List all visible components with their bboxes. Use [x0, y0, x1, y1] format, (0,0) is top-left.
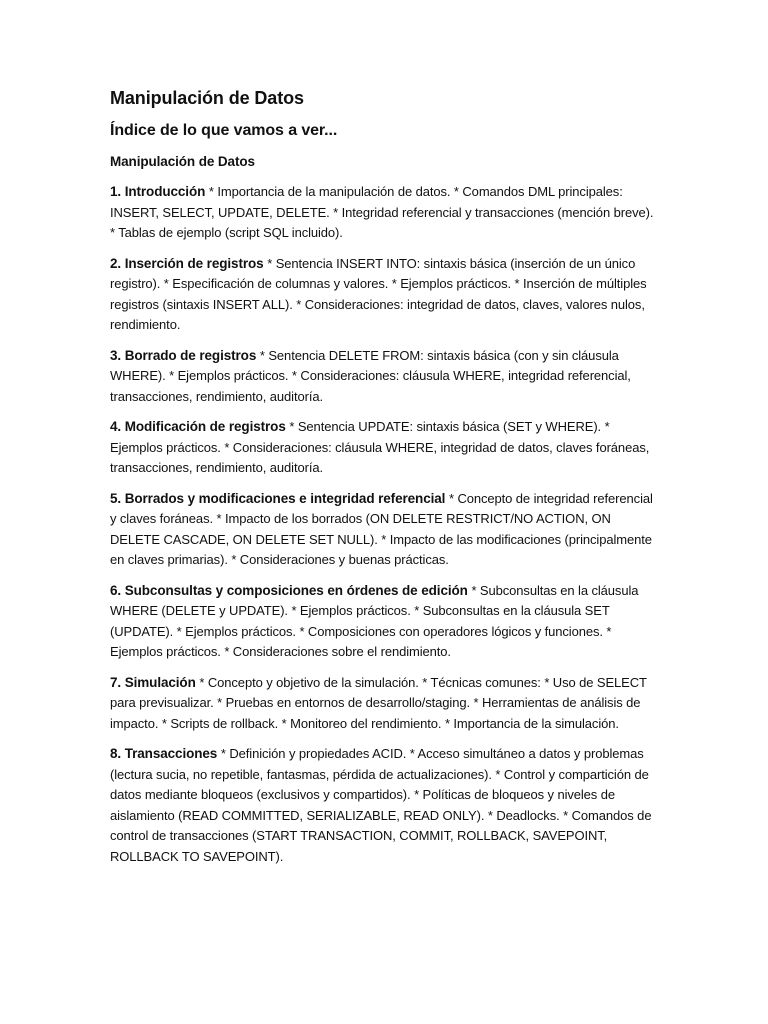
item-text: * Concepto de integridad referencial y claves foráneas. * Impacto de los borrados (ON DELETE RESTRICT/NO ACTION, ON DELETE CASCADE, ON DELETE SET NULL). * Impacto de las modificaciones (principalmente en claves primarias). * Consideraciones y buenas prácticas.	[110, 490, 653, 567]
item-heading: 8. Transacciones	[110, 746, 221, 761]
item-text: * Subconsultas en la cláusula WHERE (DELETE y UPDATE). * Ejemplos prácticos. * Subconsultas en la cláusula SET (UPDATE). * Ejemplos prácticos. * Composiciones con operadores lógicos y funciones. * Ejemplos prácticos. * Consideraciones sobre el rendimiento.	[110, 582, 639, 659]
item-text: * Sentencia INSERT INTO: sintaxis básica (inserción de un único registro). * Especificación de columnas y valores. * Ejemplos prácticos. * Inserción de múltiples registros (sintaxis INSERT ALL). * Consideraciones: integridad de datos, claves, valores nulos, rendimiento.	[110, 255, 647, 332]
item-heading: 1. Introducción	[110, 184, 209, 199]
item-heading: 5. Borrados y modificaciones e integridad referencial	[110, 490, 449, 506]
index-item-insercion	[110, 254, 660, 336]
item-text: * Concepto y objetivo de la simulación. * Técnicas comunes: * Uso de SELECT para previsualizar. * Pruebas en entornos de desarrollo/staging. * Herramientas de análisis de impacto. * Scripts de rollback. * Monitoreo del rendimiento. * Importancia de la simulación.	[110, 674, 647, 731]
item-heading: 4. Modificación de registros	[110, 419, 290, 434]
index-item-subconsultas	[110, 581, 660, 663]
index-item-integridad	[110, 489, 660, 571]
document-subtitle: Índice de lo que vamos a ver...	[110, 122, 338, 139]
item-heading: 3. Borrado de registros	[110, 347, 260, 363]
index-item-simulacion	[110, 673, 660, 735]
index-item-transacciones	[110, 744, 660, 867]
item-text: * Importancia de la manipulación de datos. * Comandos DML principales: INSERT, SELECT, UPDATE, DELETE. * Integridad referencial y transacciones (mención breve). * Tablas de ejemplo (script SQL incluido).	[110, 184, 654, 240]
document-page	[110, 86, 660, 877]
item-heading: 6. Subconsultas y composiciones en órdenes de edición	[110, 582, 472, 598]
section-heading: Manipulación de Datos	[110, 154, 255, 169]
item-heading: 2. Inserción de registros	[110, 255, 268, 271]
index-item-introduccion	[110, 182, 660, 244]
index-item-borrado	[110, 346, 660, 408]
item-text: * Definición y propiedades ACID. * Acceso simultáneo a datos y problemas (lectura sucia, no repetible, fantasmas, pérdida de actualizaciones). * Control y compartición de datos mediante bloqueos (exclusivos y compartidos). * Políticas de bloqueos y niveles de aislamiento (READ COMMITTED, SERIALIZABLE, READ ONLY). * Deadlocks. * Comandos de control de transacciones (START TRANSACTION, COMMIT, ROLLBACK, SAVEPOINT, ROLLBACK TO SAVEPOINT).	[110, 746, 652, 864]
item-heading: 7. Simulación	[110, 674, 200, 690]
item-text: * Sentencia DELETE FROM: sintaxis básica (con y sin cláusula WHERE). * Ejemplos prácticos. * Consideraciones: cláusula WHERE, integridad referencial, transacciones, rendimiento, auditoría.	[110, 347, 631, 404]
index-item-modificacion	[110, 417, 660, 479]
document-title: Manipulación de Datos	[110, 88, 304, 108]
item-text: * Sentencia UPDATE: sintaxis básica (SET y WHERE). * Ejemplos prácticos. * Consideraciones: cláusula WHERE, integridad de datos, claves foráneas, transacciones, rendimiento, auditoría.	[110, 419, 650, 475]
